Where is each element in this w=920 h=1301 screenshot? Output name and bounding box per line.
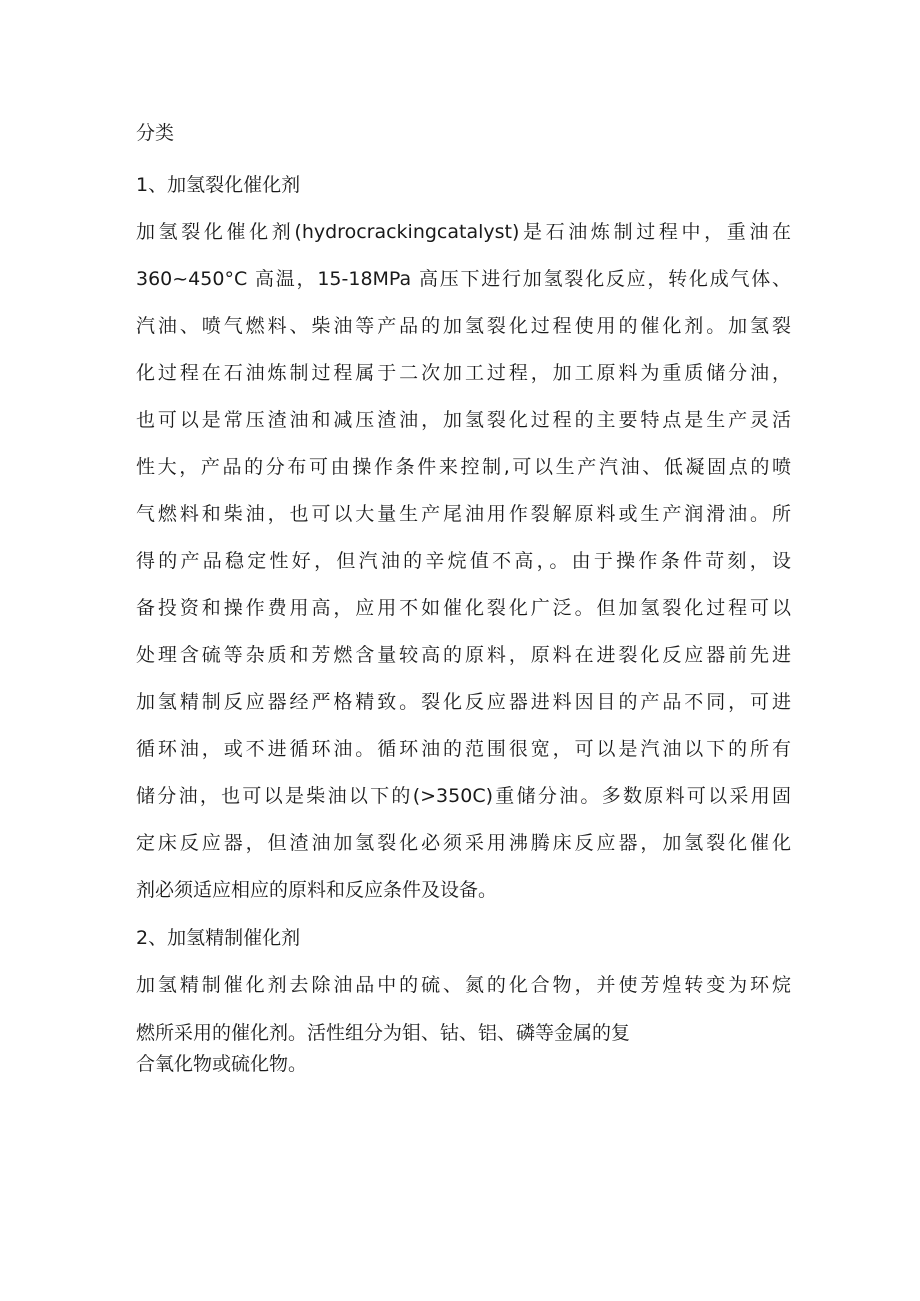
paragraph-line: 汽油、喷气燃料、柴油等产品的加氢裂化过程使用的催化剂。加氢裂 [136, 315, 791, 337]
section-1-title: 1、加氢裂化催化剂 [136, 174, 301, 196]
paragraph-line: 加氢裂化催化剂(hydrocrackingcatalyst)是石油炼制过程中，重油在 [136, 221, 791, 243]
paragraph-line: 剂必须适应相应的原料和反应条件及设备。 [136, 879, 498, 901]
paragraph-line: 得的产品稳定性好，但汽油的辛烷值不高，。由于操作条件苛刻，设 [136, 550, 791, 572]
paragraph-line: 储分油，也可以是柴油以下的(>350C)重储分油。多数原料可以采用固 [136, 785, 791, 807]
paragraph-line: 循环油，或不进循环油。循环油的范围很宽，可以是汽油以下的所有 [136, 738, 791, 760]
paragraph-line: 定床反应器，但渣油加氢裂化必须采用沸腾床反应器，加氢裂化催化 [136, 832, 791, 854]
paragraph-line: 备投资和操作费用高，应用不如催化裂化广泛。但加氢裂化过程可以 [136, 597, 791, 619]
section-heading: 分类 [136, 122, 175, 144]
paragraph-line: 360~450°C 高温，15-18MPa 高压下进行加氢裂化反应，转化成气体、 [136, 268, 791, 290]
paragraph-line: 也可以是常压渣油和减压渣油，加氢裂化过程的主要特点是生产灵活 [136, 409, 791, 431]
paragraph-line: 化过程在石油炼制过程属于二次加工过程，加工原料为重质储分油， [136, 362, 791, 384]
paragraph-line: 性大，产品的分布可由操作条件来控制,可以生产汽油、低凝固点的喷 [136, 456, 791, 478]
paragraph-line: 合氧化物或硫化物。 [136, 1053, 308, 1075]
paragraph-line: 燃所采用的催化剂。活性组分为钼、钴、铝、磷等金属的复 [136, 1022, 631, 1044]
section-2-title: 2、加氢精制催化剂 [136, 927, 301, 949]
paragraph-line: 加氢精制反应器经严格精致。裂化反应器进料因目的产品不同，可进 [136, 691, 791, 713]
paragraph-line: 加氢精制催化剂去除油品中的硫、氮的化合物，并使芳煌转变为环烷 [136, 974, 791, 996]
paragraph-line: 处理含硫等杂质和芳燃含量较高的原料，原料在进裂化反应器前先进 [136, 644, 791, 666]
paragraph-line: 气燃料和柴油，也可以大量生产尾油用作裂解原料或生产润滑油。所 [136, 503, 791, 525]
